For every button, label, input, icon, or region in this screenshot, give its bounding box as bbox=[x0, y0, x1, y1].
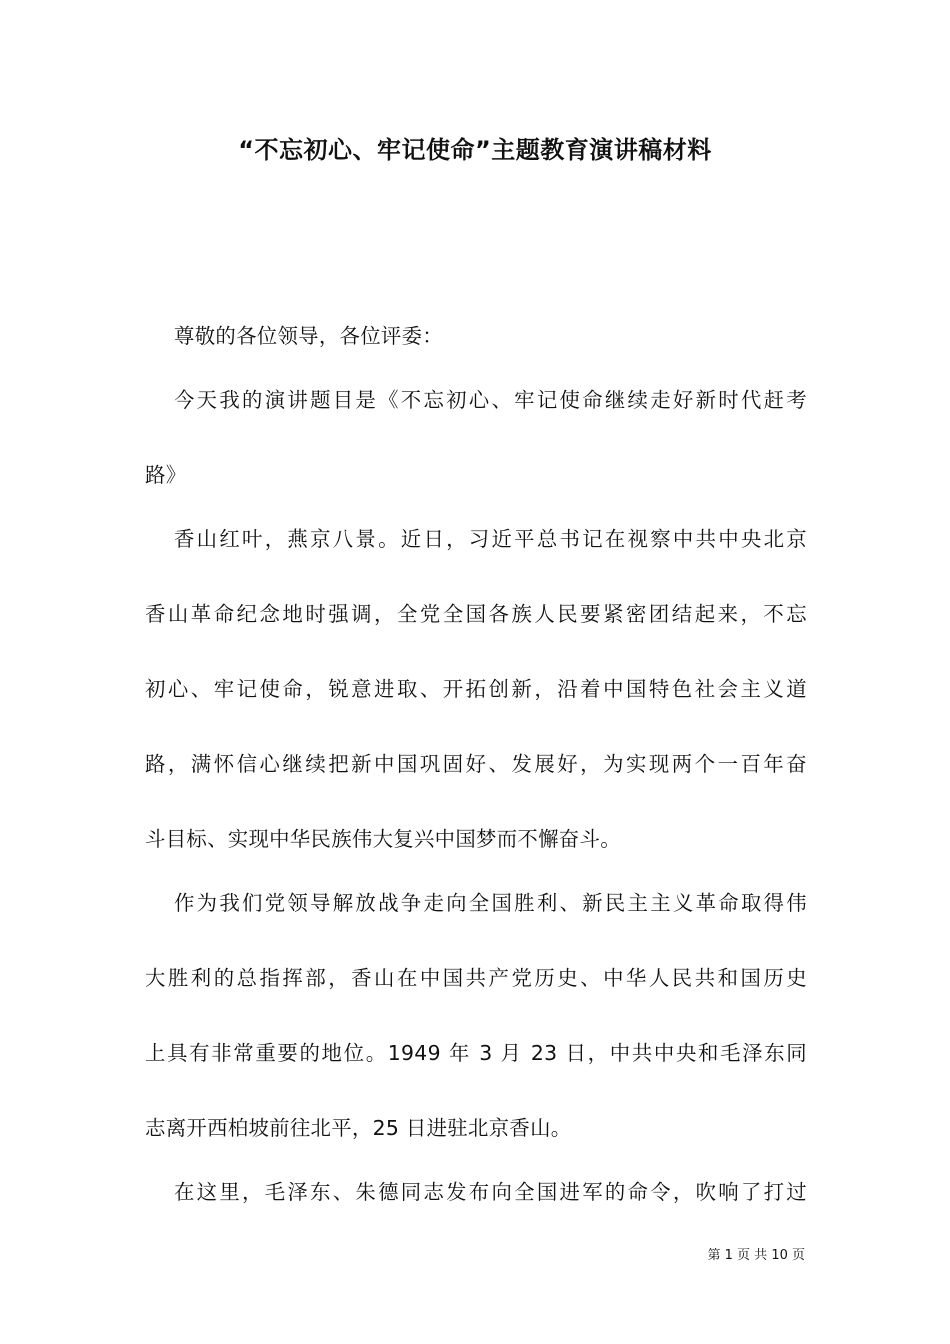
paragraph-line: 今天我的演讲题目是《不忘初心、牢记使命继续走好新时代赶考 bbox=[174, 388, 807, 412]
paragraph-line: 路，满怀信心继续把新中国巩固好、发展好，为实现两个一百年奋 bbox=[145, 752, 807, 776]
paragraph-line: 路》 bbox=[145, 463, 187, 487]
paragraph-line: 作为我们党领导解放战争走向全国胜利、新民主主义革命取得伟 bbox=[174, 891, 807, 915]
paragraph-line: 斗目标、实现中华民族伟大复兴中国梦而不懈奋斗。 bbox=[145, 827, 621, 851]
paragraph-line: 志离开西柏坡前往北平，25 日进驻北京香山。 bbox=[145, 1116, 572, 1140]
paragraph-line: 初心、牢记使命，锐意进取、开拓创新，沿着中国特色社会主义道 bbox=[145, 677, 807, 701]
document-body bbox=[145, 318, 807, 1211]
paragraph-line: 在这里，毛泽东、朱德同志发布向全国进军的命令，吹响了打过 bbox=[174, 1180, 807, 1204]
paragraph-line: 大胜利的总指挥部，香山在中国共产党历史、中华人民共和国历史 bbox=[145, 966, 807, 990]
document-title: “不忘初心、牢记使命”主题教育演讲稿材料 bbox=[238, 136, 712, 164]
paragraph-line: 香山革命纪念地时强调，全党全国各族人民要紧密团结起来，不忘 bbox=[145, 602, 807, 626]
salutation-line: 尊敬的各位领导，各位评委： bbox=[174, 324, 443, 348]
page-number: 第 1 页 共 10 页 bbox=[707, 1248, 805, 1263]
paragraph-line: 上具有非常重要的地位。1949 年 3 月 23 日，中共中央和毛泽东同 bbox=[145, 1041, 807, 1065]
paragraph-line: 香山红叶，燕京八景。近日，习近平总书记在视察中共中央北京 bbox=[174, 527, 807, 551]
